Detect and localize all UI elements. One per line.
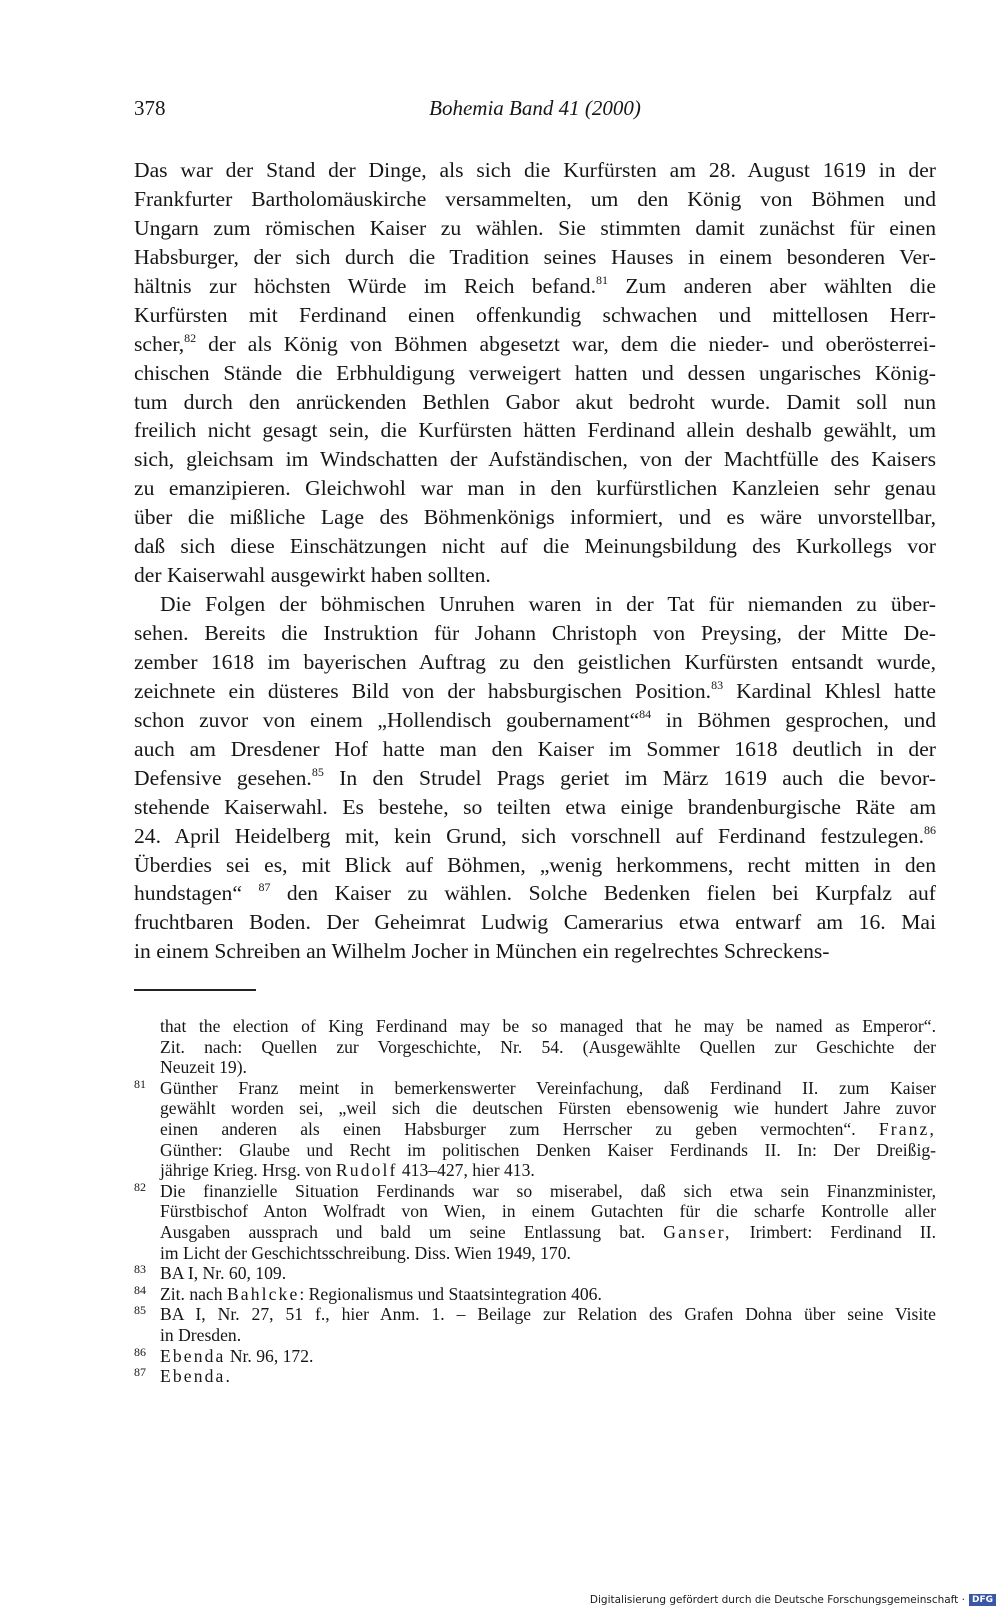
text-line: chischen Stände die Erbhuldigung verweigert hatten und dessen ungarisches König- — [134, 360, 936, 385]
text-line: der Kaiserwahl ausgewirkt haben sollten. — [134, 563, 491, 588]
text-line — [134, 330, 936, 359]
text-line: sehen. Bereits die Instruktion für Johann Christoph von Preysing, der Mitte De- — [134, 621, 936, 645]
text-line: Frankfurter Bartholomäuskirche versammelten, um den König von Böhmen und — [134, 186, 936, 211]
author-name: Rudolf — [335, 1160, 398, 1181]
footnote-ref: 82 — [184, 330, 197, 345]
text-segment: 24. April Heidelberg mit, kein Grund, sich vorschnell auf Ferdinand festzulegen. — [134, 823, 924, 848]
footnote-continuation-line: Neuzeit 19). — [160, 1057, 247, 1078]
footnote-text: Irimbert: Ferdinand II. — [749, 1221, 936, 1242]
footnote-text: : Regionalismus und Staatsintegration 406. — [299, 1283, 602, 1304]
footnote-84 — [134, 1284, 936, 1305]
footnote-text: Nr. 96, 172. — [225, 1345, 314, 1366]
footnote-ref: 81 — [595, 272, 608, 287]
page-header — [134, 96, 936, 126]
footnote-number: 83 — [134, 1263, 146, 1277]
footnote-number: 84 — [134, 1283, 146, 1297]
text-line — [134, 677, 936, 706]
footnote-text: BA I, Nr. 27, 51 f., hier Anm. 1. – Beilage zur Relation des Grafen Dohna über seine Visite — [160, 1304, 936, 1325]
footnote-ref: 87 — [258, 880, 271, 895]
text-line: zu emanzipieren. Gleichwohl war man in den kurfürstlichen Kanzleien sehr genau — [134, 476, 936, 501]
author-name: Ebenda — [160, 1345, 226, 1366]
footnote-83 — [134, 1263, 936, 1284]
text-segment: hältnis zur höchsten Würde im Reich befand. — [134, 273, 596, 298]
text-line — [134, 822, 936, 851]
body-text — [134, 156, 936, 966]
footnote-85-line: in Dresden. — [160, 1324, 242, 1345]
footnote-continuation-line: that the election of King Ferdinand may be so managed that he may be named as Emperor“. — [160, 1016, 936, 1036]
author-name: Ganser, — [663, 1221, 732, 1242]
footnote-ref: 86 — [924, 822, 936, 837]
text-line: in einem Schreiben an Wilhelm Jocher in München ein regelrechtes Schreckens- — [134, 939, 830, 964]
footnote-82-line — [134, 1222, 936, 1243]
footnote-81-line — [134, 1160, 936, 1181]
credit-text: Digitalisierung gefördert durch die Deutsche Forschungsgemeinschaft · — [589, 1594, 965, 1606]
footnote-text: Die finanzielle Situation Ferdinands war so miserabel, daß sich etwa sein Finanzminister, — [160, 1180, 936, 1201]
footnote-text: jährige Krieg. Hrsg. von — [160, 1160, 332, 1181]
text-line — [134, 706, 936, 735]
text-line: fruchtbaren Boden. Der Geheimrat Ludwig Camerarius etwa entwarf am 16. Mai — [134, 910, 936, 935]
text-segment: den Kaiser zu wählen. Solche Bedenken fielen bei Kurpfalz auf — [270, 881, 936, 906]
text-line: sich, gleichsam im Windschatten der Aufständischen, von der Machtfülle des Kaisers — [134, 447, 936, 472]
text-segment: schon zuvor von einem „Hollendisch goubernament“ — [134, 707, 640, 732]
footnote-82 — [134, 1181, 936, 1202]
author-name: Franz, — [878, 1118, 936, 1139]
text-line — [134, 879, 936, 908]
footnote-ref: 85 — [311, 764, 324, 779]
text-line: tum durch den anrückenden Bethlen Gabor akut bedroht wurde. Damit soll nun — [134, 389, 936, 414]
text-segment: Zum anderen aber wählten die — [607, 273, 936, 298]
text-line — [134, 272, 936, 301]
text-line: Überdies sei es, mit Blick auf Böhmen, „wenig herkommens, recht mitten in den — [134, 852, 936, 877]
footnote-text: einen anderen als einen Habsburger zum Herrscher zu geben vermochten“. — [160, 1118, 856, 1139]
footnote-ref: 83 — [711, 677, 724, 692]
paragraph-2 — [134, 590, 936, 966]
text-line: stehende Kaiserwahl. Es bestehe, so teilten etwa einige brandenburgische Räte am — [134, 794, 936, 819]
footnote-continuation-line: Zit. nach: Quellen zur Vorgeschichte, Nr. 54. (Ausgewählte Quellen zur Geschichte der — [160, 1036, 936, 1057]
text-line: daß sich diese Einschätzungen nicht auf die Meinungsbildung des Kurkollegs vor — [134, 534, 936, 559]
footnote-82-line: im Licht der Geschichtsschreibung. Diss. Wien 1949, 170. — [160, 1242, 571, 1263]
footnote-number: 85 — [134, 1304, 146, 1318]
footnotes — [134, 1016, 936, 1387]
text-line: Habsburger, der sich durch die Tradition seines Hauses in einem besonderen Ver- — [134, 244, 936, 269]
text-segment: In den Strudel Prags geriet im März 1619 auch die bevor- — [323, 765, 936, 790]
text-line: freilich nicht gesagt sein, die Kurfürsten hätten Ferdinand allein deshalb gewählt, um — [134, 418, 936, 443]
footnote-number: 81 — [134, 1077, 146, 1091]
author-name: Bahlcke — [226, 1283, 300, 1304]
text-segment: Kardinal Khlesl hatte — [723, 678, 936, 703]
text-line: über die mißliche Lage des Böhmenkönigs informiert, und es wäre unvorstellbar, — [134, 505, 936, 530]
footnote-text: Zit. nach — [160, 1283, 223, 1304]
text-segment: zeichnete ein düsteres Bild von der habsburgischen Position. — [134, 678, 712, 703]
dfg-logo: DFG — [969, 1594, 996, 1606]
paragraph-1 — [134, 156, 936, 590]
text-segment: der als König von Böhmen abgesetzt war, dem die nieder- und oberösterrei- — [196, 331, 936, 356]
footnote-number: 82 — [134, 1180, 146, 1194]
footnote-text: 413–427, hier 413. — [401, 1160, 535, 1181]
footnote-text: Günther Franz meint in bemerkenswerter Vereinfachung, daß Ferdinand II. zum Kaiser — [160, 1077, 936, 1098]
text-segment: Defensive gesehen. — [134, 765, 312, 790]
text-line: Die Folgen der böhmischen Unruhen waren in der Tat für niemanden zu über- — [160, 592, 936, 617]
footnote-text: BA I, Nr. 60, 109. — [160, 1263, 287, 1284]
footnote-text: . — [225, 1366, 230, 1387]
footnote-ref: 84 — [639, 706, 652, 721]
footnote-82-line: Fürstbischof Anton Wolfradt von Wien, in einem Gutachten für die scharfe Kontrolle aller — [160, 1201, 936, 1222]
footnote-87 — [134, 1366, 936, 1387]
text-line: Das war der Stand der Dinge, als sich die Kurfürsten am 28. August 1619 in der — [134, 158, 936, 182]
text-line: Ungarn zum römischen Kaiser zu wählen. Sie stimmten damit zunächst für einen — [134, 215, 936, 240]
footnote-number: 86 — [134, 1345, 146, 1359]
text-line: Kurfürsten mit Ferdinand einen offenkundig schwachen und mittellosen Herr- — [134, 302, 936, 327]
text-line — [134, 764, 936, 793]
digitization-credit — [590, 1594, 996, 1606]
text-segment: hundstagen“ — [134, 881, 259, 906]
footnote-85 — [134, 1304, 936, 1325]
footnote-separator — [134, 989, 256, 991]
footnote-text: Ausgaben aussprach und bald um seine Entlassung bat. — [160, 1221, 646, 1242]
author-name: Ebenda — [160, 1366, 226, 1387]
running-title: Bohemia Band 41 (2000) — [429, 96, 641, 120]
footnote-81-line: Günther: Glaube und Recht im politischen Denken Kaiser Ferdinands II. In: Der Dreißig- — [160, 1139, 936, 1160]
footnote-81-line: gewählt worden sei, „weil sich die deutschen Fürsten ebensowenig wie hundert Jahre zuvor — [160, 1098, 936, 1119]
footnote-number: 87 — [134, 1366, 146, 1380]
text-segment: in Böhmen gesprochen, und — [651, 707, 936, 732]
footnote-81-line — [134, 1119, 936, 1140]
text-segment: scher, — [134, 331, 185, 356]
text-line: zember 1618 im bayerischen Auftrag zu den geistlichen Kurfürsten entsandt wurde, — [134, 649, 936, 674]
text-line: auch am Dresdener Hof hatte man den Kaiser im Sommer 1618 deutlich in der — [134, 736, 936, 761]
page-number: 378 — [134, 96, 166, 120]
footnote-81 — [134, 1078, 936, 1099]
footnote-86 — [134, 1346, 936, 1367]
